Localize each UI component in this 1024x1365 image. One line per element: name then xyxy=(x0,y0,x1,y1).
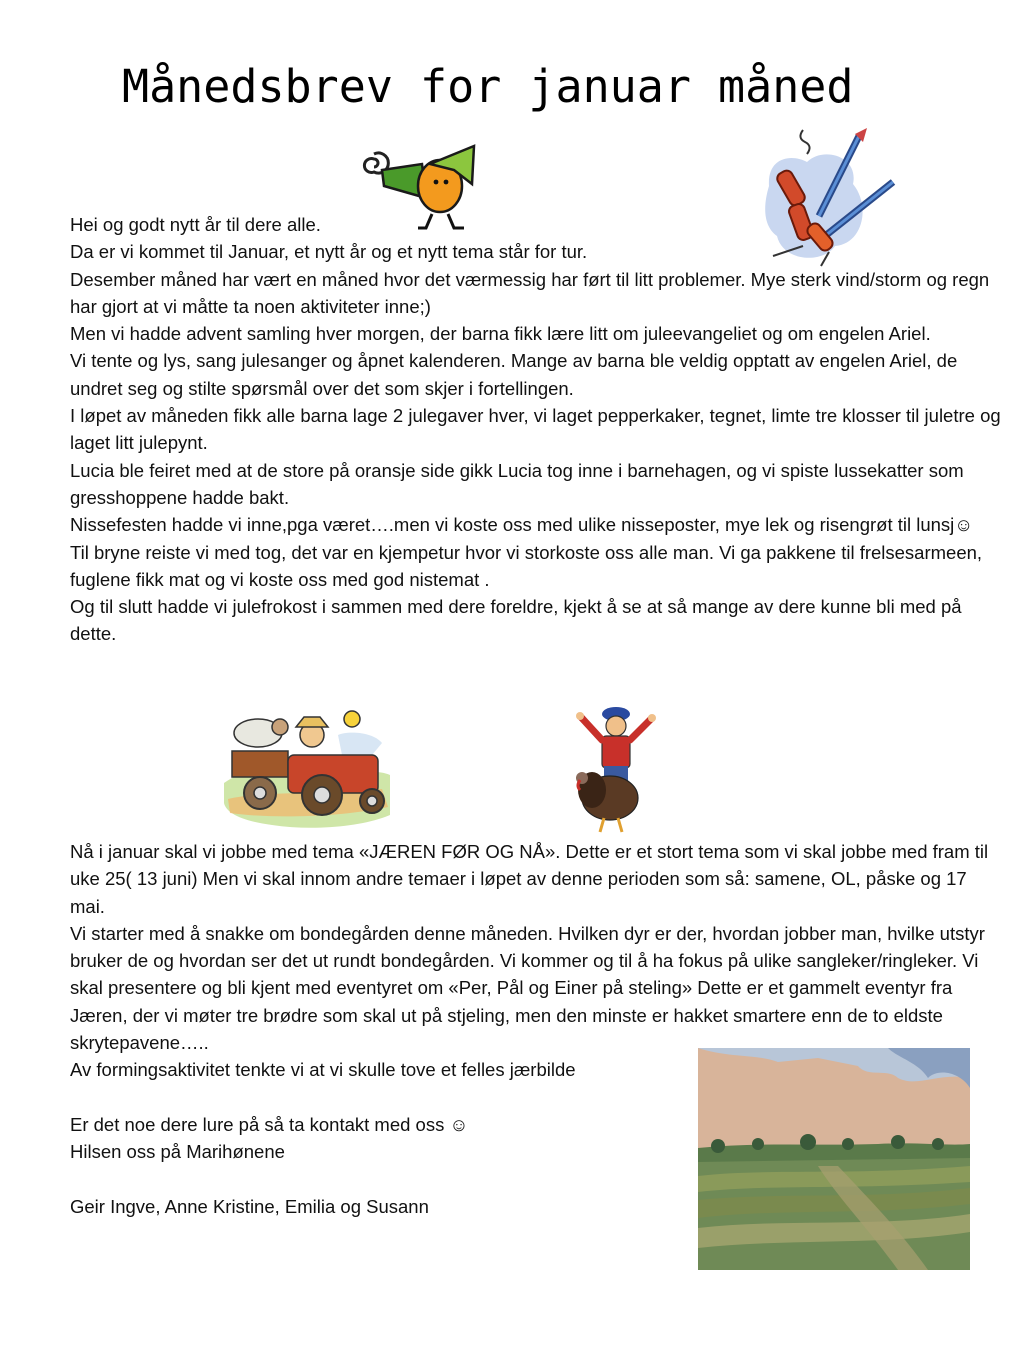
paragraph: Vi tente og lys, sang julesanger og åpnet kalenderen. Mange av barna ble veldig opptatt av engelen Ariel, de undret seg og stilte spørsmål over det som skjer i fortellingen. xyxy=(70,350,958,399)
farmer-tractor-clipart-icon xyxy=(222,703,392,835)
paragraph: Nissefesten hadde vi inne,pga været….men vi koste oss med ulike nisseposter, mye lek og risengrøt til lunsj☺ xyxy=(70,514,974,536)
paragraph: Vi starter med å snakke om bondegården denne måneden. Hvilken dyr er der, hvordan jobber man, hvilke utstyr bruker de og hvordan ser det ut rundt bondegården. Vi kommer og til å ha fokus på ulike sangleker/ringleker. Vi skal presentere og bli kjent med eventyret om «Per, Pål og Einer på steling» Dette er et gammelt eventyr fra Jæren, der vi møter tre brødre som skal ut på stjeling, men den minste er hakket smartere enn de to eldste skrytepavene….. xyxy=(70,922,985,1054)
paragraph: Nå i januar skal vi jobbe med tema «JÆREN FØR OG NÅ». Dette er et stort tema som vi skal jobbe med fram til uke 25( 13 juni) Men vi skal innom andre temaer i løpet av denne perioden som så: samene, OL, påske og 17 mai. xyxy=(70,841,989,917)
paragraph: Desember måned har vært en måned hvor det værmessig har ført til litt problemer. Mye sterk vind/storm og regn har gjort at vi måtte ta noen aktiviteter inne;) xyxy=(70,268,990,317)
paragraph: Til bryne reiste vi med tog, det var en kjempetur hvor vi storkoste oss alle man. Vi ga pakkene til frelsesarmeen, fuglene fikk mat og vi koste oss med god nistemat . xyxy=(70,541,983,590)
page-title: Månedsbrev for januar måned xyxy=(122,60,854,113)
paragraph: Av formingsaktivitet tenkte vi at vi skulle tove et felles jærbilde xyxy=(70,1059,576,1081)
closing-greeting: Hilsen oss på Marihønene xyxy=(70,1141,285,1163)
paragraph: Og til slutt hadde vi julefrokost i sammen med dere foreldre, kjekt å se at så mange av dere kunne bli med på dette. xyxy=(70,596,962,645)
letter-intro-section xyxy=(70,211,1010,648)
closing-question: Er det noe dere lure på så ta kontakt med oss ☺ xyxy=(70,1113,469,1135)
paragraph: Men vi hadde advent samling hver morgen, der barna fikk lære litt om juleevangeliet og om engelen Ariel. xyxy=(70,323,931,345)
paragraph: Da er vi kommet til Januar, et nytt år og et nytt tema står for tur. xyxy=(70,241,588,263)
signature: Geir Ingve, Anne Kristine, Emilia og Susann xyxy=(70,1195,429,1217)
paragraph: Hei og godt nytt år til dere alle. xyxy=(70,214,321,235)
paragraph: I løpet av måneden fikk alle barna lage 2 julegaver hver, vi laget pepperkaker, tegnet, limte tre klosser til juletre og laget litt julepynt. xyxy=(70,405,1001,454)
farmer-turkey-clipart-icon xyxy=(570,706,660,836)
paragraph: Lucia ble feiret med at de store på oransje side gikk Lucia tog inne i barnehagen, og vi spiste lussekatter som gresshoppene hadde bakt. xyxy=(70,459,964,508)
landscape-fields-clipart-icon xyxy=(698,1048,970,1270)
